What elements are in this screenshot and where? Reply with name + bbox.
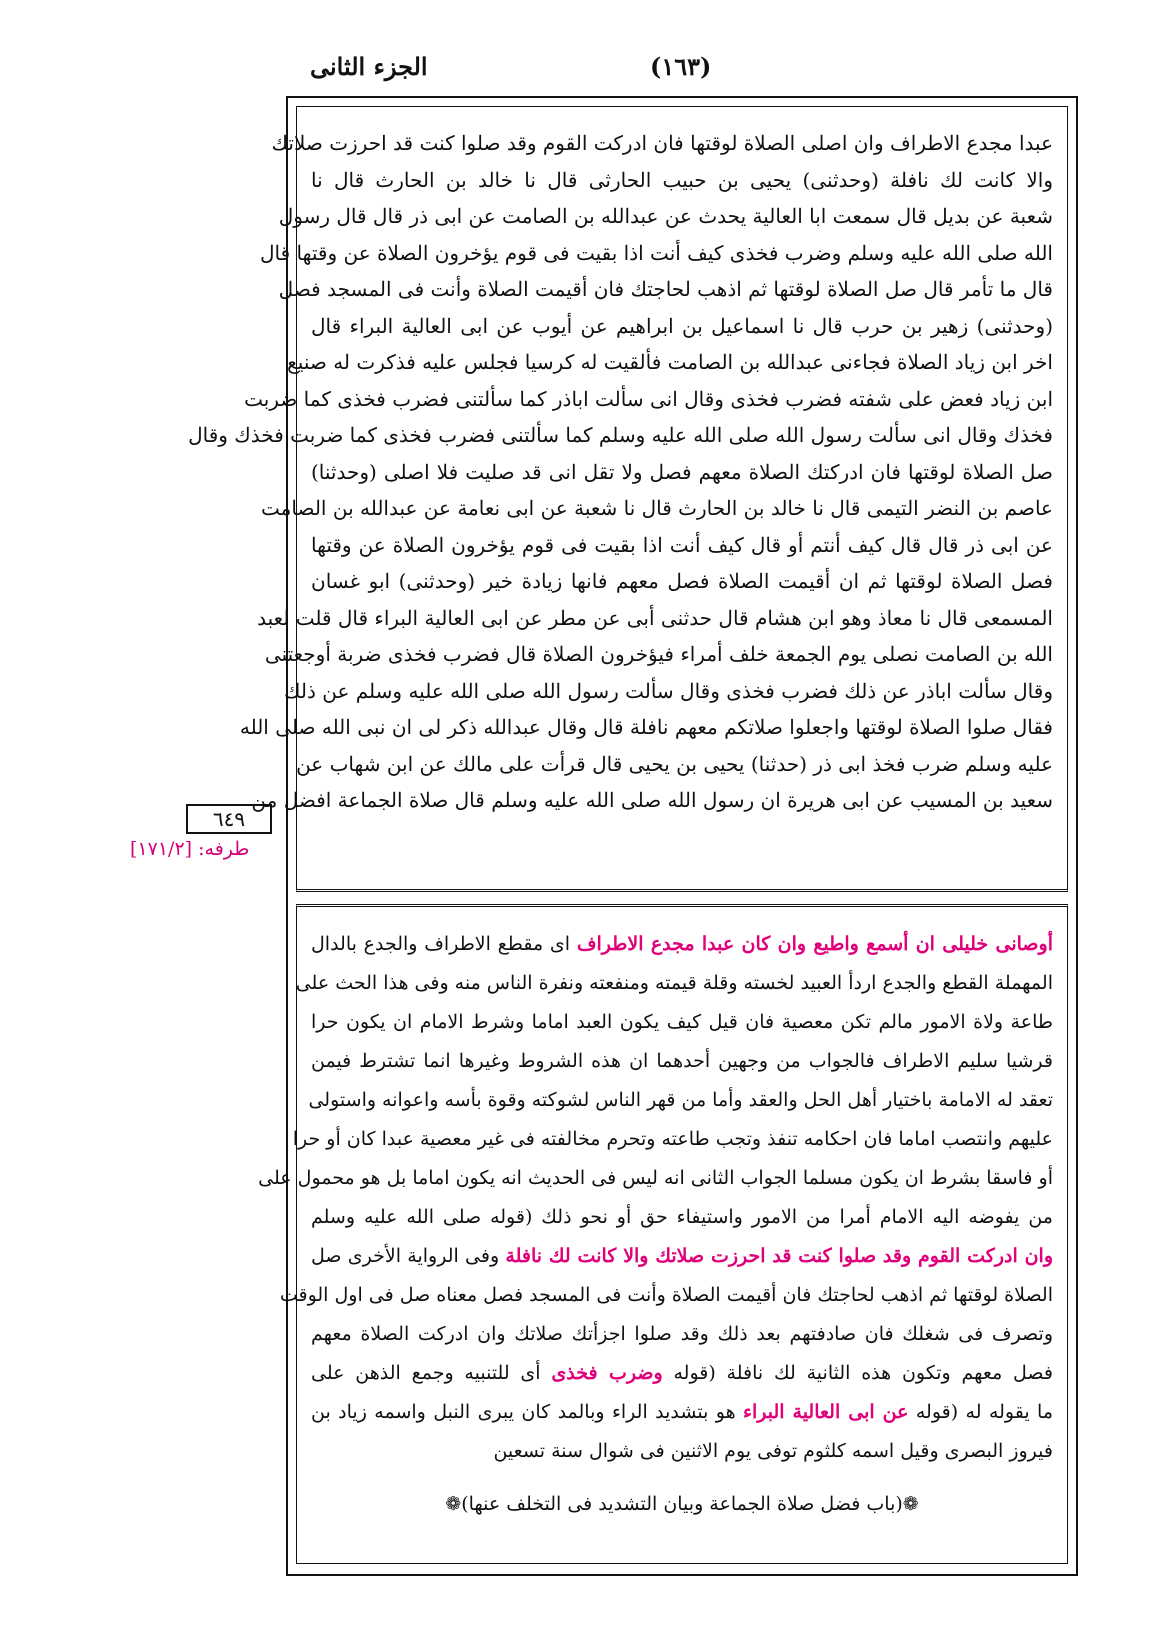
commentary-text: ما يقوله له (قوله <box>915 1401 1054 1423</box>
commentary-line <box>311 925 1053 964</box>
hadith-line: الله بن الصامت نصلى يوم الجمعة خلف أمراء فيؤخرون الصلاة قال فضرب فخذى ضربة أوجعتنى <box>264 642 1053 666</box>
hadith-line: عاصم بن النضر التيمى قال نا خالد بن الحارث قال نا شعبة عن ابى نعامة عن عبدالله بن الصامت <box>261 496 1053 520</box>
volume-label: الجزء الثانى <box>310 52 428 81</box>
hadith-line: قال ما تأمر قال صل الصلاة لوقتها ثم اذهب لحاجتك فان أقيمت الصلاة وأنت فى المسجد فصل <box>278 277 1053 301</box>
commentary-highlight: أوصانى خليلى ان أسمع واطيع وان كان عبدا مجدع الاطراف <box>576 933 1054 955</box>
commentary-line: الصلاة لوقتها ثم اذهب لحاجتك فان أقيمت الصلاة وأنت فى المسجد فصل معناه صل فى اول الوقت <box>279 1284 1053 1306</box>
commentary-line: طاعة ولاة الامور مالم تكن معصية فان قيل كيف يكون العبد اماما وشرط الامام ان يكون حرا <box>311 1011 1053 1033</box>
commentary-line: أو فاسقا بشرط ان يكون مسلما الجواب الثانى انه ليس فى الحديث انه يكون اماما بل هو محمول على <box>258 1167 1053 1189</box>
commentary-line: تعقد له الامامة باختيار أهل الحل والعقد وأما من قهر الناس لشوكته وقوة بأسه واعوانه واستولى <box>308 1089 1053 1111</box>
cross-reference: طرفه: [١٧١/٢] <box>130 838 250 860</box>
commentary-line <box>311 1237 1053 1276</box>
commentary-lines <box>258 925 1054 1524</box>
commentary-line <box>311 1354 1053 1393</box>
commentary-panel <box>258 904 1068 1564</box>
hadith-line: فقال صلوا الصلاة لوقتها واجعلوا صلاتكم معهم نافلة قال وقال عبدالله ذكر لى ان نبى الله صلى الله <box>239 715 1053 739</box>
hadith-line: ابن زياد فعض على شفته فضرب فخذى وقال انى سألت اباذر كما سألتنى فضرب فخذى كما ضربت <box>244 386 1053 411</box>
commentary-text: فصل معهم وتكون هذه الثانية لك نافلة (قوله <box>673 1362 1053 1384</box>
commentary-line <box>311 1393 1053 1432</box>
commentary-text: أى للتنبيه وجمع الذهن على <box>311 1362 541 1384</box>
hadith-line: صل الصلاة لوقتها فان ادركتك الصلاة معهم فصل ولا تقل انى قد صليت فلا اصلى (وحدثنا) <box>311 459 1053 484</box>
hadith-line: (وحدثنى) زهير بن حرب قال نا اسماعيل بن ابراهيم عن أيوب عن ابى العالية البراء قال <box>311 313 1053 338</box>
hadith-line: شعبة عن بديل قال سمعت ابا العالية يحدث عن عبدالله بن الصامت عن ابى ذر قال قال رسول <box>278 204 1053 228</box>
commentary-text: وفى الرواية الأخرى صل <box>311 1245 500 1267</box>
commentary-line: عليهم وانتصب اماما فان احكامه تنفذ وتجب طاعته وتحرم مخالفته فى غير معصية عبدا كان أو حرا <box>292 1128 1053 1150</box>
hadith-line: وقال سألت اباذر عن ذلك فضرب فخذى وقال سألت رسول الله صلى الله عليه وسلم عن ذلك <box>284 678 1053 703</box>
chapter-title: ❁(باب فضل صلاة الجماعة وبيان التشديد فى التخلف عنها)❁ <box>445 1493 919 1515</box>
hadith-line: والا كانت لك نافلة (وحدثنى) يحيى بن حبيب الحارثى قال نا خالد بن الحارث قال نا <box>311 167 1053 192</box>
commentary-line: وتصرف فى شغلك فان صادفتهم بعد ذلك وقد صلوا اجزأتك صلاتك وان ادركت الصلاة معهم <box>311 1323 1053 1345</box>
hadith-line: اخر ابن زياد الصلاة فجاءنى عبدالله بن الصامت فألقيت له كرسيا فجلس عليه فذكرت له صنيع <box>287 350 1053 374</box>
commentary-text: هو بتشديد الراء وبالمد كان يبرى النبل واسمه زياد بن <box>311 1401 736 1423</box>
hadith-line: فصل الصلاة لوقتها ثم ان أقيمت الصلاة فصل معهم فانها زيادة خير (وحدثنى) ابو غسان <box>311 569 1053 593</box>
commentary-highlight: عن ابى العالية البراء <box>743 1401 909 1423</box>
hadith-number-box: ٦٤٩ <box>186 804 272 834</box>
page-number: (١٦٣) <box>650 52 712 81</box>
hadith-line: عليه وسلم ضرب فخذ ابى ذر (حدثنا) يحيى بن يحيى قال قرأت على مالك عن ابن شهاب عن <box>296 751 1053 776</box>
commentary-line: المهملة القطع والجدع اردأ العبيد لخسته وقلة قيمته ومنفعته ونفرة الناس منه وفى هذا الحث على <box>295 972 1053 994</box>
hadith-line: فخذك وقال انى سألت رسول الله صلى الله عليه وسلم كما سألتنى فضرب فخذى كما ضربت فخذك وقال <box>188 423 1053 447</box>
commentary-text: اى مقطع الاطراف والجدع بالدال <box>311 933 571 955</box>
hadith-line: الله صلى الله عليه وسلم وضرب فخذى كيف أنت اذا بقيت فى قوم يؤخرون الصلاة عن وقتها قال <box>260 240 1053 265</box>
commentary-highlight: وضرب فخذى <box>551 1362 663 1384</box>
commentary-line: من يفوضه اليه الامام أمرا من الامور واستيفاء حق أو نحو ذلك (قوله صلى الله عليه وسلم <box>311 1206 1053 1228</box>
commentary-highlight: وان ادركت القوم وقد صلوا كنت قد احرزت صلاتك والا كانت لك نافلة <box>505 1245 1053 1267</box>
hadith-line: المسمعى قال نا معاذ وهو ابن هشام قال حدثنى أبى عن مطر عن ابى العالية البراء قال قلت لعبد <box>257 605 1053 630</box>
hadith-line: سعيد بن المسيب عن ابى هريرة ان رسول الله صلى الله عليه وسلم قال صلاة الجماعة افضل من <box>251 788 1053 812</box>
hadith-line: عبدا مجدع الاطراف وان اصلى الصلاة لوقتها فان ادركت القوم وقد صلوا كنت قد احرزت صلاتك <box>271 131 1053 155</box>
commentary-line: قرشيا سليم الاطراف فالجواب من وجهين أحدهما ان هذه الشروط وغيرها انما تشترط فيمن <box>311 1050 1053 1072</box>
commentary-line: فيروز البصرى وقيل اسمه كلثوم توفى يوم الاثنين فى شوال سنة تسعين <box>493 1440 1053 1462</box>
hadith-line: عن ابى ذر قال قال كيف أنتم أو قال كيف أنت اذا بقيت فى قوم يؤخرون الصلاة عن وقتها <box>311 532 1053 557</box>
